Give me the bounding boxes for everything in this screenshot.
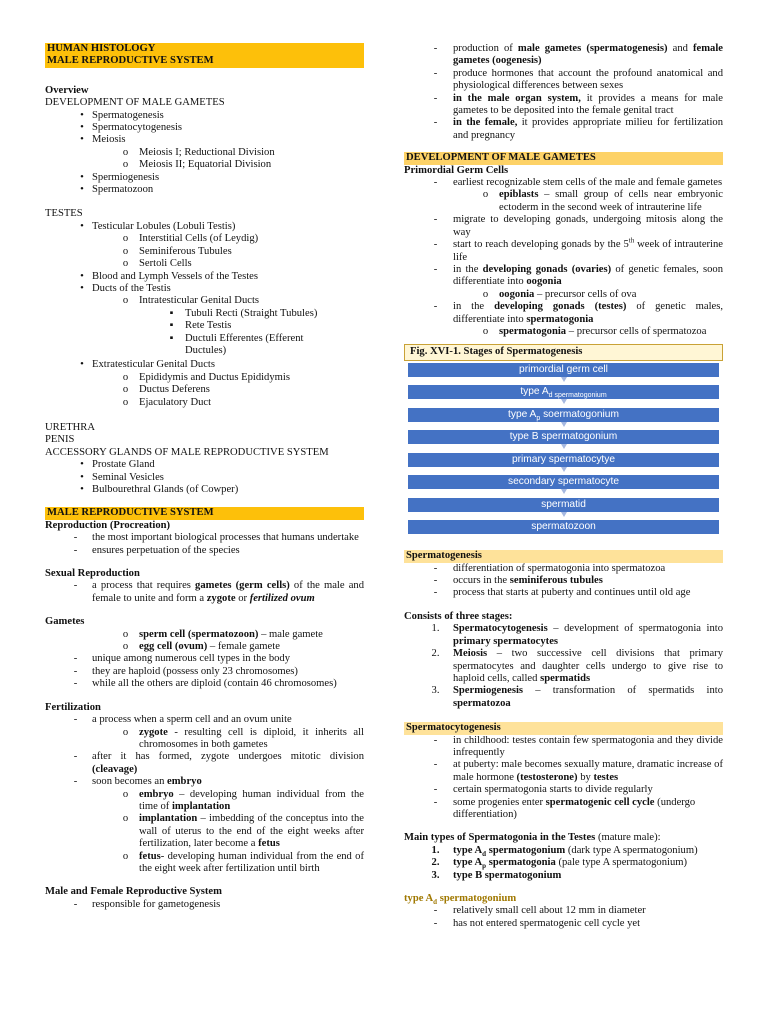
spermatocytogenesis-heading: Spermatocytogenesis <box>404 722 723 734</box>
list-item: start to reach developing gonads by the 5th week of intrauterine life <box>453 236 723 263</box>
list-item: Meiosis II; Equatorial Division <box>139 159 272 171</box>
list-item: some progenies enter spermatogenic cell cycle (undergo differentiation) <box>453 796 696 820</box>
list-item: Extratesticular Genital Ducts <box>92 359 215 371</box>
arrow-icon <box>406 444 721 453</box>
spermatogenesis-diagram <box>404 363 723 535</box>
list-item: at puberty: male becomes sexually mature, dramatic increase of male hormone (testosterone) by testes <box>453 759 723 783</box>
step-type-b: type B spermatogonium <box>408 430 719 444</box>
list-item: zygote - resulting cell is diploid, it inherits all chromosomes in both gametes <box>139 726 364 750</box>
section-heading-mrs: MALE REPRODUCTIVE SYSTEM <box>45 507 364 519</box>
arrow-icon <box>406 489 721 498</box>
arrow-icon <box>406 399 721 408</box>
step-primary-spermatocyte: primary spermatocytye <box>408 453 719 467</box>
list-item: in the developing gonads (ovaries) of genetic females, soon differentiate into oogonia <box>453 263 723 288</box>
list-item: relatively small cell about 12 mm in diameter <box>453 905 646 917</box>
list-item: production of male gametes (spermatogenesis) and female gametes (oogenesis) <box>453 43 723 67</box>
list-item: soon becomes an embryo <box>92 776 202 788</box>
list-item: egg cell (ovum) – female gamete <box>139 641 280 653</box>
list-item: Seminal Vesicles <box>92 471 164 483</box>
list-item: Spermatocytogenesis – development of spermatogonia into primary spermatocytes <box>453 623 723 647</box>
list-item: while all the others are diploid (contain 46 chromosomes) <box>92 678 337 690</box>
list-item: Spermatocytogenesis <box>92 122 183 134</box>
list-item: Rete Testis <box>185 320 232 332</box>
step-spermatozoon: spermatozoon <box>408 520 719 534</box>
list-item: process that starts at puberty and continues until old age <box>453 587 691 599</box>
list-item: type $A_d$ spermatogonium (dark type A spermatogonium) <box>453 844 698 858</box>
list-item: ensures perpetuation of the species <box>92 544 240 556</box>
list-item: Sertoli Cells <box>139 258 192 270</box>
list-item: oogonia – precursor cells of ova <box>499 288 637 300</box>
step-secondary-spermatocyte: secondary spermatocyte <box>408 475 719 489</box>
list-item: Epididymis and Ductus Epididymis <box>139 371 290 383</box>
list-item: in the female, it provides appropriate milieu for fertilization and pregnancy <box>453 117 723 141</box>
list-item: has not entered spermatogenic cell cycle yet <box>453 917 641 929</box>
urethra-heading: URETHRA <box>45 421 96 433</box>
consists-heading: Consists of three stages: <box>404 610 513 622</box>
list-item: responsible for gametogenesis <box>92 898 221 910</box>
testes-heading: TESTES <box>45 208 83 220</box>
penis-heading: PENIS <box>45 434 75 446</box>
list-item: Seminiferous Tubules <box>139 245 232 257</box>
list-item: Meiosis I; Reductional Division <box>139 146 275 158</box>
list-item: implantation – imbedding of the conceptus into the wall of uterus to the end of the eight weeks after fertilization, later become a fetus <box>139 813 364 850</box>
section-heading-dev: DEVELOPMENT OF MALE GAMETES <box>404 152 723 164</box>
accessory-heading: ACCESSORY GLANDS OF MALE REPRODUCTIVE SYSTEM <box>45 446 329 458</box>
list-item: in the developing gonads (testes) of genetic males, differentiate into spermatogonia <box>453 301 723 325</box>
overview-heading: Overview <box>45 84 89 96</box>
gametes-heading: Gametes <box>45 616 85 628</box>
pgc-heading: Primordial Germ Cells <box>404 164 509 176</box>
sexual-heading: Sexual Reproduction <box>45 568 140 580</box>
spermatogenesis-heading: Spermatogenesis <box>404 550 723 562</box>
step-spermatid: spermatid <box>408 498 719 512</box>
list-item: type B spermatogonium <box>453 869 562 881</box>
list-item: in the male organ system, it provides a means for male gametes to be deposited into the female genital tract <box>453 92 724 117</box>
doc-subtitle: MALE REPRODUCTIVE SYSTEM <box>45 55 364 67</box>
list-item: Interstitial Cells (of Leydig) <box>139 233 259 245</box>
list-item: Prostate Gland <box>92 459 155 471</box>
list-item: Ducts of the Testis <box>92 282 171 294</box>
arrow-icon <box>406 422 721 431</box>
other-organs: URETHRA PENIS ACCESSORY GLANDS OF MALE REPRODUCTIVE SYSTEM • Prostate Gland • Seminal Vesicles • Bulbourethral Glands (of Cowper) <box>45 422 364 496</box>
list-item: Spermiogenesis <box>92 171 160 183</box>
list-item: Meiosis <box>92 134 126 146</box>
list-item: Spermatogenesis <box>92 109 164 121</box>
list-item: spermatogonia – precursor cells of spermatozoa <box>499 325 707 337</box>
list-item: Testicular Lobules (Lobuli Testis) <box>92 220 236 232</box>
list-item: fetus- developing human individual from the end of the eight week after fertilization until birth <box>139 850 364 874</box>
left-column: HUMAN HISTOLOGY MALE REPRODUCTIVE SYSTEM Overview DEVELOPMENT OF MALE GAMETES • Spermatogenesis • Spermatocytogenesis • Meiosis o Meiosis I; Reductional Division o Meiosis II; Equatorial Division • Spermiogenesis • Spermatozoon TESTES • Testicular Lobules (Lobuli Testis) o Interstitial Cells (of Leydig) o Seminiferous Tubules o Sertoli Cells • Blood and Lymph Vessels of the Testes • Ducts of the Testis o Intratesticular Genital Ducts ▪ Tubuli Recti (Straight Tubules) ▪ Rete Testis ▪ Ductuli Efferentes (Efferent Ductules) • Extratesticular Genital Ducts o Epididymis and Ductus Epididymis o Ductus Deferens o Ejaculatory Duct URETHRA PENIS ACCESSORY GLANDS OF MALE REPRODUCTIVE SYSTEM • Prostate Gland • Seminal Vesicles • Bulbourethral Glands (of Cowper) MALE REPRODUCTIVE SYSTEM Reproduction (Procreation) - the most important biological processes that humans undertake - ensures perpetuation of the species Sexual Reproduction - a process that requires gametes (germ cells) of the male and female to unite and form a zygote or fertilized ovum Gametes o sperm cell (spermatozoon) – male gamete o egg cell (ovum) – female gamete - unique among numerous cell types in the body - they are haploid (possess only 23 chromosomes) - while all the others are diploid (contain 46 chromosomes) Fertilization - a process when a sperm cell and an ovum unite o zygote - resulting cell is diploid, it inherits all chromosomes in both gametes - after it has formed, zygote undergoes mitotic division (cleavage) - soon becomes an embryo o embryo – developing human individual from the time of implantation o implantation – imbedding of the conceptus into the wall of uterus to the end of the eight weeks after fertilization, later become a fetus o fetus- developing human individual from the end of the eight week after fertilization until birth Male and Female Reproductive System - responsible for gametogenesis <box>45 43 365 910</box>
arrow-icon <box>406 467 721 476</box>
list-item: Intratesticular Genital Ducts <box>139 295 260 307</box>
type-ad-heading: type $A_d$ spermatogonium <box>404 893 517 907</box>
list-item: Bulbourethral Glands (of Cowper) <box>92 484 239 495</box>
list-item: migrate to developing gonads, undergoing mitosis along the way <box>453 214 723 238</box>
main-types-heading: Main types of Spermatogonia in the Testes (mature male): <box>404 832 661 844</box>
list-item: Ductuli Efferentes (Efferent Ductules) <box>185 332 304 356</box>
doc-title: HUMAN HISTOLOGY <box>45 43 364 55</box>
fertilization-heading: Fertilization <box>45 701 101 713</box>
arrow-icon <box>406 512 721 521</box>
step-primordial-germ-cell: primordial germ cell <box>408 363 719 377</box>
reproduction-heading: Reproduction (Procreation) <box>45 519 171 531</box>
list-item: type $A_p$ spermatogonia (pale type A spermatogonium) <box>453 857 688 871</box>
list-item: Spermiogenesis – transformation of spermatids into spermatozoa <box>453 685 723 709</box>
figure-caption: Fig. XVI-1. Stages of Spermatogenesis <box>404 344 723 360</box>
dev-heading: DEVELOPMENT OF MALE GAMETES <box>45 97 225 109</box>
list-item: differentiation of spermatogonia into spermatozoa <box>453 562 666 574</box>
list-item: epiblasts – small group of cells near embryonic ectoderm in the second week of intrauterine life <box>499 189 723 213</box>
list-item: unique among numerous cell types in the body <box>92 653 291 665</box>
testes-section: TESTES • Testicular Lobules (Lobuli Testis) o Interstitial Cells (of Leydig) o Seminiferous Tubules o Sertoli Cells • Blood and Lymph Vessels of the Testes • Ducts of the Testis o Intratesticular Genital Ducts ▪ Tubuli Recti (Straight Tubules) ▪ Rete Testis ▪ Ductuli Efferentes (Efferent Ductules) • Extratesticular Genital Ducts o Epididymis and Ductus Epididymis o Ductus Deferens o Ejaculatory Duct <box>45 208 364 409</box>
list-item: the most important biological processes that humans undertake <box>92 532 359 544</box>
list-item: Ejaculatory Duct <box>139 396 212 408</box>
step-type-ap: type $A_p$ soermatogonium <box>408 408 719 422</box>
list-item: Spermatozoon <box>92 184 154 196</box>
list-item: they are haploid (possess only 23 chromosomes) <box>92 665 298 677</box>
list-item: after it has formed, zygote undergoes mitotic division (cleavage) <box>92 751 364 775</box>
list-item: occurs in the seminiferous tubules <box>453 575 603 587</box>
step-type-ad: type $A_{d spermatogonium}$ <box>408 385 719 399</box>
list-item: Meiosis – two successive cell divisions that primary spermatocytes and daughter cells undergo to give rise to haploid cells, called spermatids <box>453 648 723 684</box>
list-item: earliest recognizable stem cells of the male and female gametes <box>453 177 723 189</box>
list-item: a process that requires gametes (germ cells) of the male and female to unite and form a zygote or fertilized ovum <box>92 580 365 604</box>
list-item: in childhood: testes contain few spermatogonia and they divide infrequently <box>453 734 723 758</box>
list-item: embryo – developing human individual from the time of implantation <box>139 788 364 812</box>
list-item: sperm cell (spermatozoon) – male gamete <box>139 628 323 640</box>
list-item: Ductus Deferens <box>139 384 210 396</box>
arrow-icon <box>406 377 721 386</box>
list-item: Tubuli Recti (Straight Tubules) <box>185 307 318 319</box>
mf-heading: Male and Female Reproductive System <box>45 886 222 898</box>
list-item: certain spermatogonia starts to divide regularly <box>453 784 653 796</box>
right-column: - production of male gametes (spermatogenesis) and female gametes (oogenesis) - produce hormones that account the profound anatomical and physiological differences between sexes - in the male organ system, it provides a means for male gametes to be deposited into the female genital tract - in the female, it provides appropriate milieu for fertilization and pregnancy DEVELOPMENT OF MALE GAMETES Primordial Germ Cells - earliest recognizable stem cells of the male and female gametes o epiblasts – small group of cells near embryonic ectoderm in the second week of intrauterine life - migrate to developing gonads, undergoing mitosis along the way - start to reach developing gonads by the 5th week of intrauterine life - in the developing gonads (ovaries) of genetic females, soon differentiate into oogonia o oogonia – precursor cells of ova - in the developing gonads (testes) of genetic males, differentiate into spermatogonia o spermatogonia – precursor cells of spermatozoa Fig. XVI-1. Stages of Spermatogenesis primordial germ cell type $A_{d spermatogonium}$ type $A_p$ soermatogonium type B spermatogonium primary spermatocytye secondary spermatocyte spermatid spermatozoon Spermatogenesis - differentiation of spermatogonia into spermatozoa - occurs in the seminiferous tubules - process that starts at puberty and continues until old age Consists of three stages: 1. Spermatocytogenesis – development of spermatogonia into primary spermatocytes 2. Meiosis – two successive cell divisions that primary spermatocytes and daughter cells undergo to give rise to haploid cells, called spermatids 3. Spermiogenesis – transformation of spermatids into spermatozoa Spermatocytogenesis - in childhood: testes contain few spermatogonia and they divide infrequently - at puberty: male becomes sexually mature, dramatic increase of male hormone (testosterone) by testes - certain spermatogonia starts to divide regularly - some progenies enter spermatogenic cell cycle (undergo differentiation) Main types of Spermatogonia in the Testes (mature male): 1. type $A_d$ spermatogonium (dark type A spermatogonium) 2. type $A_p$ spermatogonia (pale type A spermatogonium) 3. type B spermatogonium type $A_d$ spermatogonium - relatively small cell about 12 mm in diameter - has not entered spermatogenic cell cycle yet <box>404 43 724 929</box>
overview-section: Overview DEVELOPMENT OF MALE GAMETES • Spermatogenesis • Spermatocytogenesis • Meiosis o Meiosis I; Reductional Division o Meiosis II; Equatorial Division • Spermiogenesis • Spermatozoon <box>45 85 364 197</box>
list-item: produce hormones that account the profound anatomical and physiological differences between sexes <box>453 67 723 92</box>
list-item: Blood and Lymph Vessels of the Testes <box>92 270 259 282</box>
list-item: a process when a sperm cell and an ovum unite <box>92 714 292 726</box>
